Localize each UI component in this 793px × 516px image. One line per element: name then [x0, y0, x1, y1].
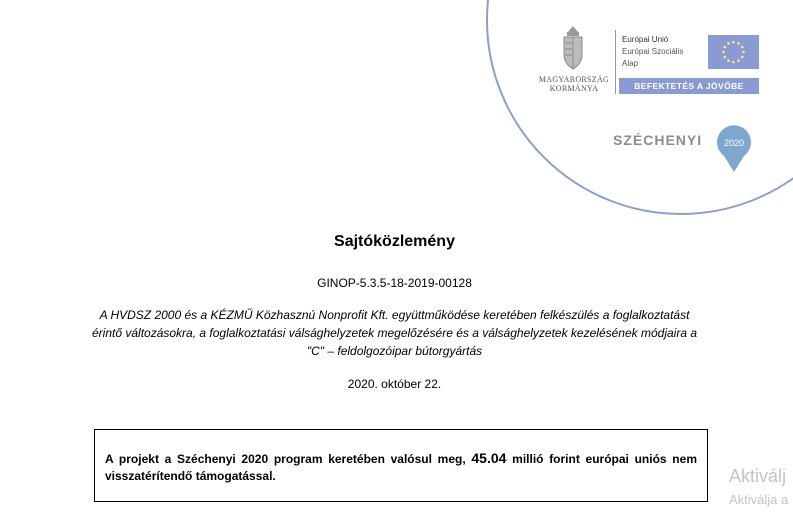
- eu-banner: BEFEKTETÉS A JÖVŐBE: [619, 78, 759, 94]
- szechenyi-year: 2020: [723, 138, 745, 148]
- funding-amount: 45.04: [471, 450, 507, 466]
- activate-windows-watermark-subtitle: Aktiválja a: [729, 492, 789, 507]
- magyarorszag-kormanya-logo-text: [534, 75, 614, 93]
- project-description: A HVDSZ 2000 és a KÉZMŰ Közhasznú Nonprofit Kft. együttműködése keretében felkészülés a foglalkoztatást érintő változásokra, a foglalkoztatási válsághelyzetek megelőzésére és a válsághelyzetek kezelésének módjaira a "C" – feldolgozóipar bútorgyártás: [92, 308, 697, 358]
- funding-text-before: A projekt a Széchenyi 2020 program keretében valósul meg,: [105, 452, 472, 466]
- eu-line-2: Európai Szociális: [622, 47, 684, 56]
- kormanya-line: KORMÁNYA: [549, 84, 599, 93]
- funding-text-after: millió forint európai uniós nem visszatérítendő támogatással.: [105, 452, 697, 483]
- logo-divider: [615, 30, 616, 94]
- eu-line-1: Európai Unió: [622, 35, 669, 44]
- eu-flag-icon: [708, 35, 759, 69]
- szechenyi-2020-pin-icon: [716, 123, 752, 173]
- activate-windows-watermark-title: Aktiválj: [729, 466, 787, 486]
- document-date: 2020. október 22.: [347, 377, 442, 391]
- decorative-circle: [486, 0, 793, 215]
- document-title: Sajtóközlemény: [334, 233, 455, 250]
- project-code: GINOP-5.3.5-18-2019-00128: [317, 276, 472, 290]
- magyarorszag-line: MAGYARORSZÁG: [538, 75, 610, 84]
- eu-stars-icon: [708, 35, 759, 69]
- eu-line-3: Alap: [622, 59, 639, 68]
- szechenyi-logo-text: SZÉCHENYI: [613, 132, 703, 148]
- hungarian-coat-of-arms-icon: [559, 24, 587, 72]
- funding-statement-box: [94, 429, 708, 502]
- eu-text-block: [622, 34, 683, 70]
